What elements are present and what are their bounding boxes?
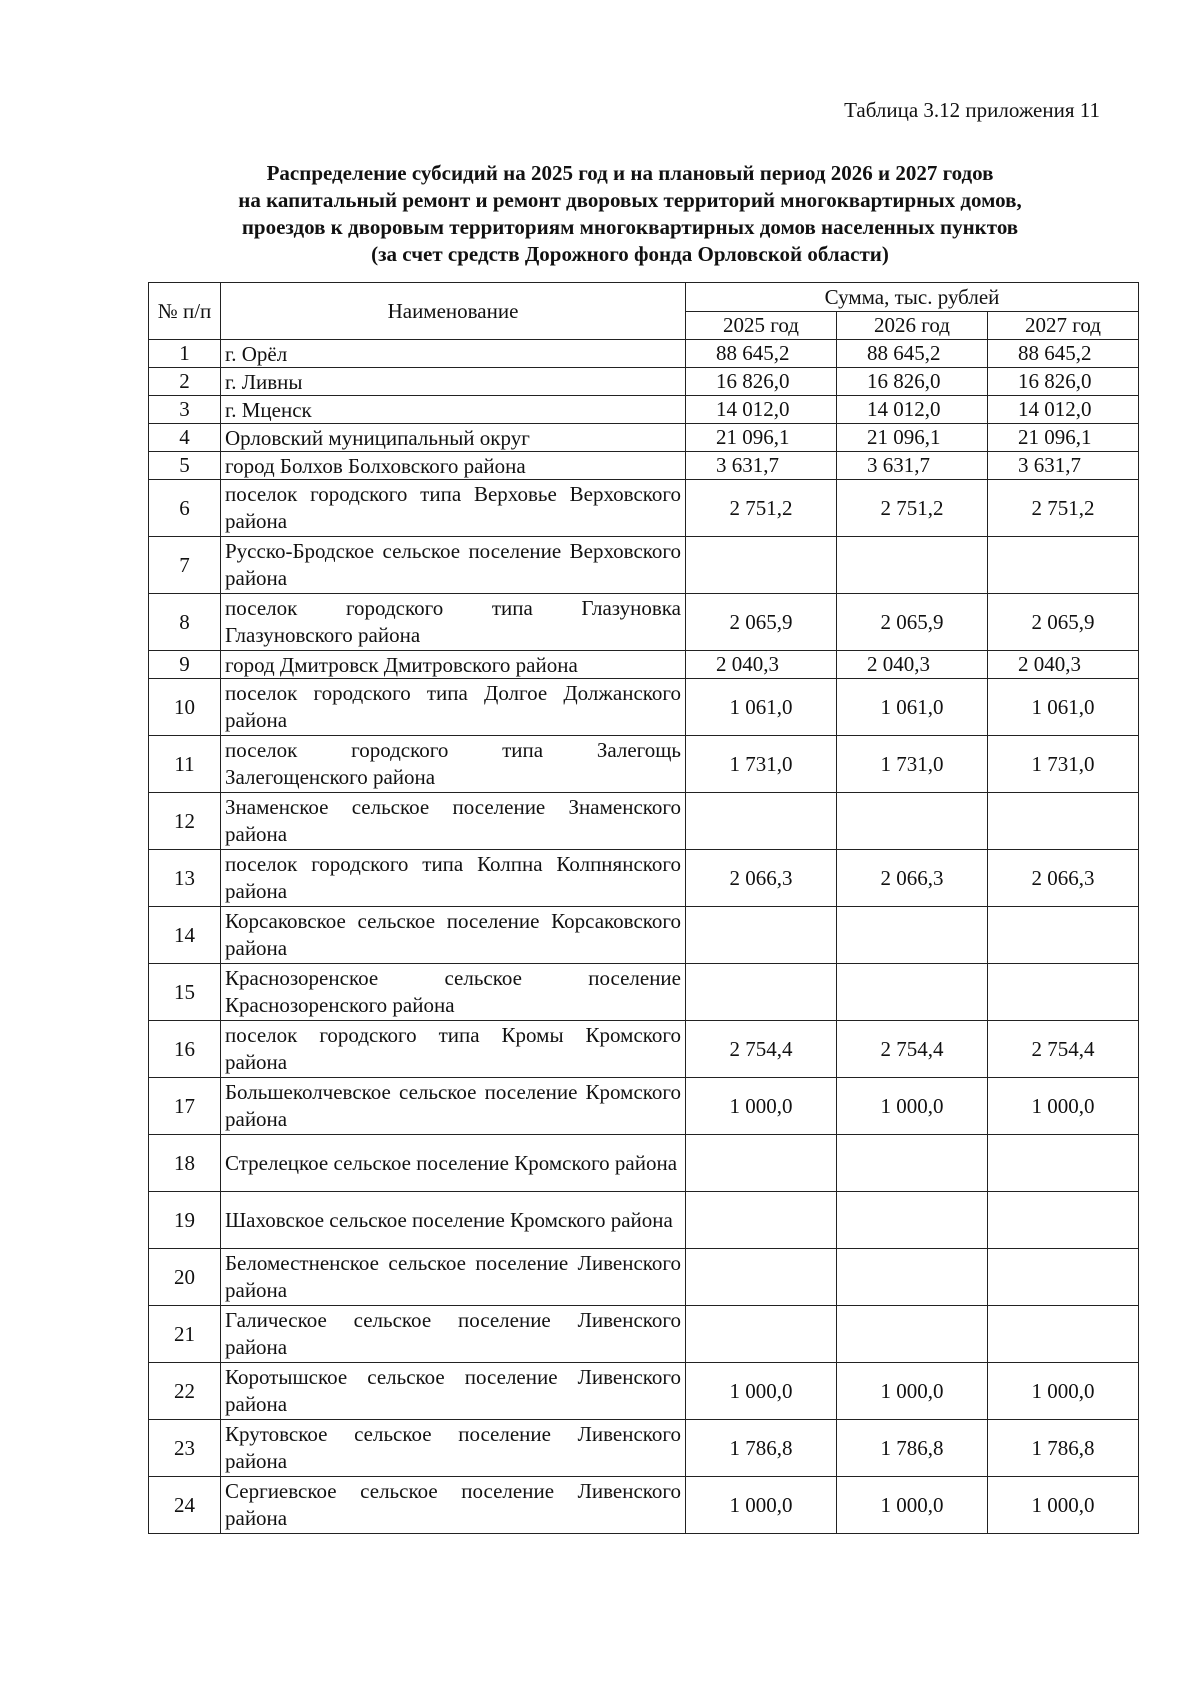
value-2025: 1 731,0 (686, 736, 837, 793)
value-2025: 1 786,8 (686, 1420, 837, 1477)
table-row (149, 537, 1139, 594)
value-2027: 14 012,0 (988, 396, 1139, 424)
table-row (149, 736, 1139, 793)
value-2027: 1 000,0 (988, 1363, 1139, 1420)
value-2026: 2 066,3 (837, 850, 988, 907)
value-2027: 88 645,2 (988, 340, 1139, 368)
value-2027: 2 065,9 (988, 594, 1139, 651)
row-number: 5 (149, 452, 221, 480)
row-number: 18 (149, 1135, 221, 1192)
title-line: на капитальный ремонт и ремонт дворовых территорий многоквартирных домов, (238, 188, 1022, 212)
value-2026 (837, 1192, 988, 1249)
table-caption: Таблица 3.12 приложения 11 (844, 98, 1100, 122)
row-name: Галическое сельское поселение Ливенского района (221, 1306, 686, 1363)
value-2026: 1 061,0 (837, 679, 988, 736)
row-number: 16 (149, 1021, 221, 1078)
value-2026: 1 786,8 (837, 1420, 988, 1477)
value-2026: 1 000,0 (837, 1477, 988, 1534)
value-2026 (837, 537, 988, 594)
table-row (149, 1249, 1139, 1306)
row-name: г. Орёл (221, 340, 686, 368)
value-2026: 2 754,4 (837, 1021, 988, 1078)
value-2026: 21 096,1 (837, 424, 988, 452)
row-number: 19 (149, 1192, 221, 1249)
table-row (149, 1363, 1139, 1420)
header-year-2026: 2026 год (837, 312, 988, 340)
value-2027: 1 731,0 (988, 736, 1139, 793)
row-name: Русско-Бродское сельское поселение Верховского района (221, 537, 686, 594)
row-number: 24 (149, 1477, 221, 1534)
value-2025 (686, 1249, 837, 1306)
title-line: проездов к дворовым территориям многоквартирных домов населенных пунктов (241, 215, 1019, 239)
value-2026 (837, 793, 988, 850)
value-2025 (686, 1192, 837, 1249)
row-name: г. Мценск (221, 396, 686, 424)
value-2026: 2 040,3 (837, 651, 988, 679)
header-name: Наименование (221, 283, 686, 340)
row-name: Краснозоренское сельское поселение Краснозоренского района (221, 964, 686, 1021)
row-number: 17 (149, 1078, 221, 1135)
row-number: 23 (149, 1420, 221, 1477)
table-row (149, 368, 1139, 396)
row-name: г. Ливны (221, 368, 686, 396)
row-name: Сергиевское сельское поселение Ливенского района (221, 1477, 686, 1534)
value-2025: 88 645,2 (686, 340, 837, 368)
value-2027: 2 754,4 (988, 1021, 1139, 1078)
value-2025: 2 040,3 (686, 651, 837, 679)
row-number: 14 (149, 907, 221, 964)
value-2027 (988, 1306, 1139, 1363)
table-row (149, 480, 1139, 537)
value-2027: 1 000,0 (988, 1477, 1139, 1534)
value-2025 (686, 537, 837, 594)
row-number: 10 (149, 679, 221, 736)
table-row (149, 651, 1139, 679)
value-2025: 2 754,4 (686, 1021, 837, 1078)
row-number: 12 (149, 793, 221, 850)
row-name: поселок городского типа Залегощь Залегощенского района (221, 736, 686, 793)
value-2026 (837, 1249, 988, 1306)
value-2027: 1 000,0 (988, 1078, 1139, 1135)
value-2026 (837, 907, 988, 964)
table-row (149, 1192, 1139, 1249)
value-2026: 1 000,0 (837, 1078, 988, 1135)
table-row (149, 1021, 1139, 1078)
row-number: 1 (149, 340, 221, 368)
row-number: 7 (149, 537, 221, 594)
value-2027 (988, 793, 1139, 850)
value-2025: 2 065,9 (686, 594, 837, 651)
value-2025: 3 631,7 (686, 452, 837, 480)
row-name: Беломестненское сельское поселение Ливенского района (221, 1249, 686, 1306)
row-name: Орловский муниципальный округ (221, 424, 686, 452)
table-row (149, 907, 1139, 964)
row-name: поселок городского типа Долгое Должанского района (221, 679, 686, 736)
table-row (149, 1078, 1139, 1135)
value-2026 (837, 964, 988, 1021)
table-row (149, 396, 1139, 424)
table-row (149, 679, 1139, 736)
value-2026: 16 826,0 (837, 368, 988, 396)
header-number: № п/п (149, 283, 221, 340)
row-name: Знаменское сельское поселение Знаменского района (221, 793, 686, 850)
value-2027 (988, 1135, 1139, 1192)
table-row (149, 594, 1139, 651)
table-row (149, 424, 1139, 452)
table-row (149, 1135, 1139, 1192)
value-2026: 14 012,0 (837, 396, 988, 424)
row-name: Шаховское сельское поселение Кромского района (221, 1192, 686, 1249)
row-number: 6 (149, 480, 221, 537)
value-2026: 1 000,0 (837, 1363, 988, 1420)
title-line: Распределение субсидий на 2025 год и на плановый период 2026 и 2027 годов (266, 161, 994, 185)
value-2027 (988, 537, 1139, 594)
value-2025 (686, 907, 837, 964)
value-2027: 1 786,8 (988, 1420, 1139, 1477)
table-row (149, 964, 1139, 1021)
document-title (150, 160, 1110, 268)
row-name: город Болхов Болховского района (221, 452, 686, 480)
value-2026: 2 751,2 (837, 480, 988, 537)
value-2026: 88 645,2 (837, 340, 988, 368)
value-2026 (837, 1306, 988, 1363)
value-2026: 1 731,0 (837, 736, 988, 793)
row-name: поселок городского типа Верховье Верховского района (221, 480, 686, 537)
value-2026: 3 631,7 (837, 452, 988, 480)
row-name: Крутовское сельское поселение Ливенского района (221, 1420, 686, 1477)
table-row (149, 1420, 1139, 1477)
row-number: 3 (149, 396, 221, 424)
value-2025: 16 826,0 (686, 368, 837, 396)
row-number: 22 (149, 1363, 221, 1420)
value-2027 (988, 907, 1139, 964)
value-2027: 21 096,1 (988, 424, 1139, 452)
row-name: Большеколчевское сельское поселение Кромского района (221, 1078, 686, 1135)
value-2027 (988, 1249, 1139, 1306)
value-2025 (686, 1135, 837, 1192)
value-2027 (988, 964, 1139, 1021)
value-2027: 2 066,3 (988, 850, 1139, 907)
row-number: 2 (149, 368, 221, 396)
row-number: 8 (149, 594, 221, 651)
title-line: (за счет средств Дорожного фонда Орловской области) (371, 242, 889, 266)
value-2025: 2 751,2 (686, 480, 837, 537)
value-2027: 2 040,3 (988, 651, 1139, 679)
value-2025: 1 000,0 (686, 1078, 837, 1135)
row-name: Корсаковское сельское поселение Корсаковского района (221, 907, 686, 964)
value-2027: 3 631,7 (988, 452, 1139, 480)
row-number: 4 (149, 424, 221, 452)
value-2025 (686, 1306, 837, 1363)
table-row (149, 452, 1139, 480)
value-2025: 1 061,0 (686, 679, 837, 736)
value-2027 (988, 1192, 1139, 1249)
table-row (149, 850, 1139, 907)
row-name: Стрелецкое сельское поселение Кромского района (221, 1135, 686, 1192)
table-row (149, 1306, 1139, 1363)
value-2026 (837, 1135, 988, 1192)
header-sum: Сумма, тыс. рублей (686, 283, 1139, 312)
row-name: Коротышское сельское поселение Ливенского района (221, 1363, 686, 1420)
value-2025: 14 012,0 (686, 396, 837, 424)
row-number: 21 (149, 1306, 221, 1363)
row-name: поселок городского типа Колпна Колпнянского района (221, 850, 686, 907)
value-2026: 2 065,9 (837, 594, 988, 651)
value-2025: 1 000,0 (686, 1363, 837, 1420)
row-number: 9 (149, 651, 221, 679)
row-number: 20 (149, 1249, 221, 1306)
value-2025 (686, 964, 837, 1021)
value-2025 (686, 793, 837, 850)
header-year-2025: 2025 год (686, 312, 837, 340)
value-2025: 2 066,3 (686, 850, 837, 907)
row-number: 13 (149, 850, 221, 907)
value-2027: 2 751,2 (988, 480, 1139, 537)
subsidy-table (148, 282, 1139, 1534)
row-name: поселок городского типа Кромы Кромского района (221, 1021, 686, 1078)
value-2027: 1 061,0 (988, 679, 1139, 736)
row-number: 15 (149, 964, 221, 1021)
value-2025: 21 096,1 (686, 424, 837, 452)
table-row (149, 1477, 1139, 1534)
header-year-2027: 2027 год (988, 312, 1139, 340)
row-name: поселок городского типа Глазуновка Глазуновского района (221, 594, 686, 651)
value-2025: 1 000,0 (686, 1477, 837, 1534)
table-row (149, 340, 1139, 368)
table-row (149, 793, 1139, 850)
value-2027: 16 826,0 (988, 368, 1139, 396)
row-number: 11 (149, 736, 221, 793)
row-name: город Дмитровск Дмитровского района (221, 651, 686, 679)
